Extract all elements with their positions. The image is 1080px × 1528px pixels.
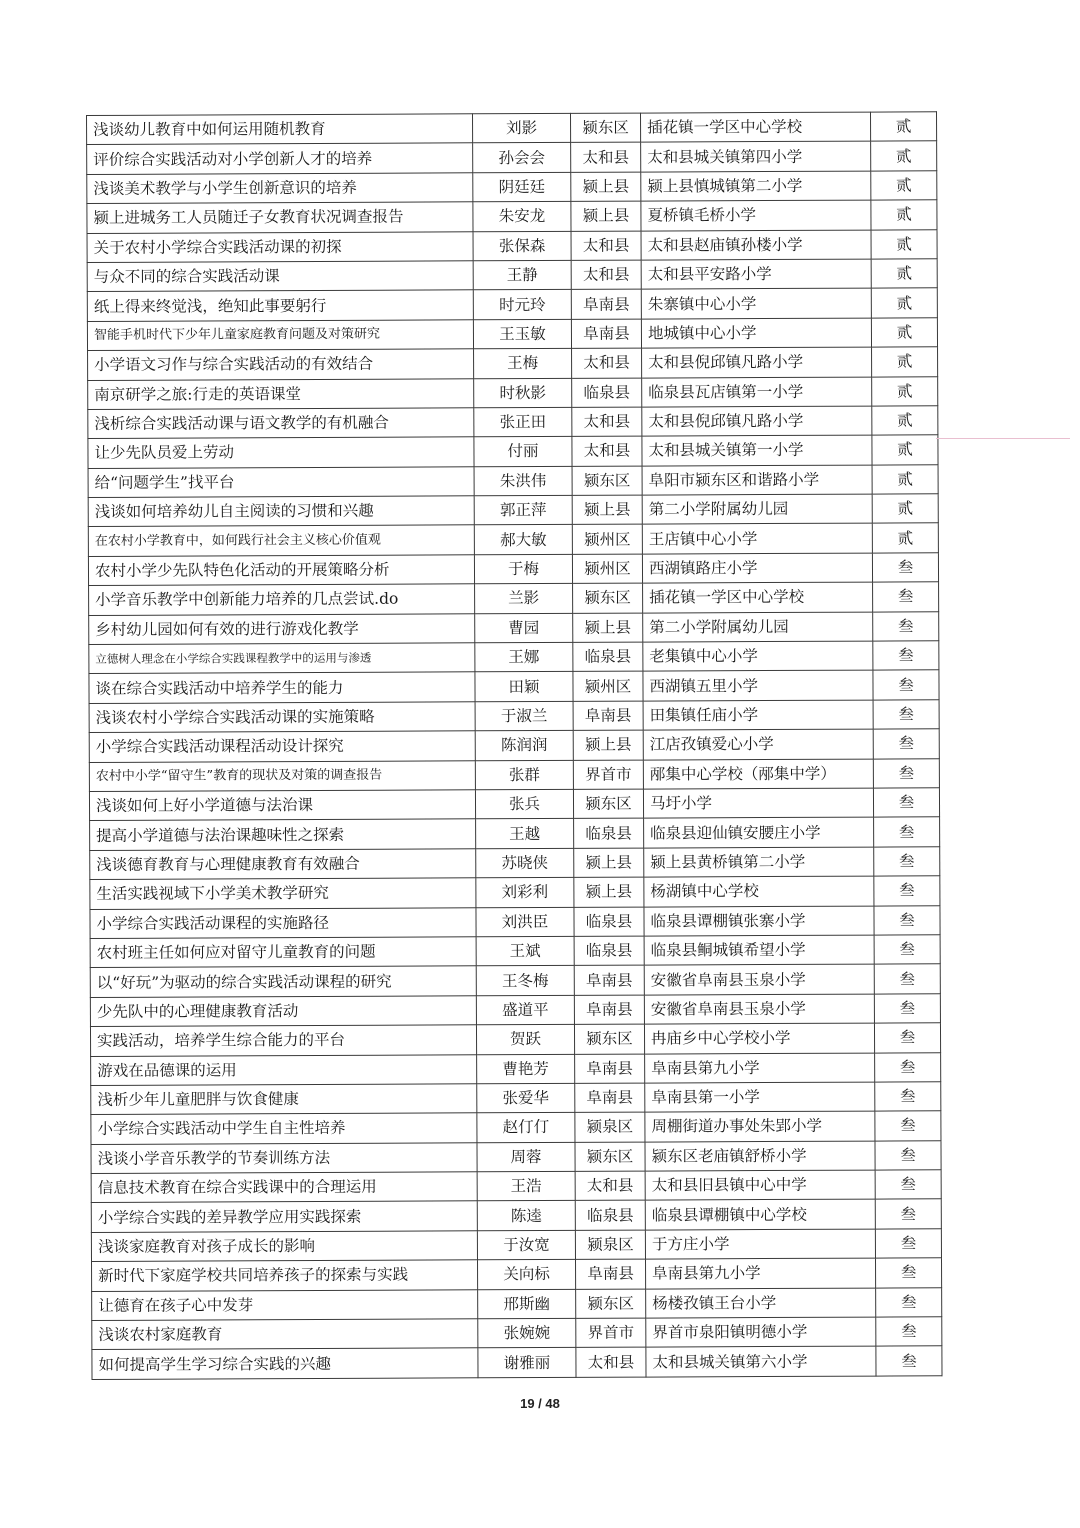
paper-title-cell: 让德育在孩子心中发芽: [92, 1289, 478, 1320]
award-grade-cell: 叁: [875, 1052, 941, 1082]
school-cell: 老集镇中心小学: [643, 641, 873, 671]
table-row: [87, 171, 937, 204]
author-cell: 关向标: [477, 1260, 575, 1290]
award-table: [86, 111, 943, 1379]
county-cell: 阜南县: [575, 1083, 645, 1113]
author-cell: 张爱华: [477, 1083, 575, 1113]
county-cell: 颍东区: [574, 1024, 644, 1054]
award-grade-cell: 叁: [876, 1346, 942, 1376]
award-grade-cell: 贰: [871, 200, 937, 230]
table-row: [91, 1082, 941, 1115]
county-cell: 颍上县: [572, 495, 642, 525]
county-cell: 颍东区: [573, 583, 643, 613]
school-cell: 夏桥镇毛桥小学: [641, 200, 871, 230]
paper-title-cell: 浅谈小学音乐教学的节奏训练方法: [91, 1142, 477, 1173]
county-cell: 临泉县: [575, 1201, 645, 1231]
paper-title-cell: 信息技术教育在综合实践课中的合理运用: [91, 1172, 477, 1203]
author-cell: 孙会会: [473, 143, 571, 173]
school-cell: 太和县倪邱镇凡路小学: [642, 347, 872, 377]
table-row: [90, 1023, 940, 1056]
author-cell: 王静: [473, 260, 571, 290]
school-cell: 临泉县谭棚镇张寨小学: [644, 906, 874, 936]
county-cell: 阜南县: [575, 1054, 645, 1084]
paper-title-cell: 农村班主任如何应对留守儿童教育的问题: [90, 937, 476, 968]
paper-title-cell: 颍上进城务工人员随迁子女教育状况调查报告: [87, 202, 473, 233]
page-number: 19 / 48: [520, 1396, 560, 1411]
paper-title-cell: 小学综合实践活动课程的实施路径: [90, 907, 476, 938]
school-cell: 西湖镇五里小学: [643, 670, 873, 700]
award-grade-cell: 叁: [874, 1023, 940, 1053]
county-cell: 太和县: [576, 1347, 646, 1377]
award-grade-cell: 叁: [876, 1287, 942, 1317]
author-cell: 阴廷廷: [473, 172, 571, 202]
award-grade-cell: 叁: [874, 964, 940, 994]
county-cell: 颍泉区: [575, 1112, 645, 1142]
table-row: [90, 847, 940, 880]
author-cell: 张保森: [473, 231, 571, 261]
author-cell: 兰影: [475, 584, 573, 614]
paper-title-cell: 提高小学道德与法治课趣味性之探索: [90, 819, 476, 850]
school-cell: 邴集中心学校（邴集中学）: [643, 759, 873, 789]
table-row: [87, 141, 937, 174]
county-cell: 临泉县: [574, 907, 644, 937]
award-grade-cell: 叁: [874, 847, 940, 877]
county-cell: 太和县: [571, 142, 641, 172]
award-grade-cell: 叁: [875, 1258, 941, 1288]
county-cell: 太和县: [575, 1171, 645, 1201]
award-grade-cell: 贰: [872, 494, 938, 524]
author-cell: 王越: [476, 819, 574, 849]
table-row: [91, 1170, 941, 1203]
paper-title-cell: 浅谈农村小学综合实践活动课的实施策略: [89, 702, 475, 733]
table-row: [89, 670, 939, 703]
margin-mark: [936, 438, 1070, 439]
author-cell: 朱安龙: [473, 202, 571, 232]
award-grade-cell: 叁: [875, 1229, 941, 1259]
county-cell: 阜南县: [574, 965, 644, 995]
paper-title-cell: 给“问题学生”找平台: [88, 466, 474, 497]
paper-title-cell: 评价综合实践活动对小学创新人才的培养: [87, 143, 473, 174]
paper-title-cell: 浅谈如何培养幼儿自主阅读的习惯和兴趣: [88, 496, 474, 527]
table-row: [90, 817, 940, 850]
county-cell: 颍东区: [572, 466, 642, 496]
county-cell: 太和县: [572, 436, 642, 466]
award-grade-cell: 贰: [872, 347, 938, 377]
award-grade-cell: 贰: [871, 259, 937, 289]
paper-title-cell: 游戏在品德课的运用: [91, 1054, 477, 1085]
paper-title-cell: 浅谈农村家庭教育: [92, 1319, 478, 1350]
award-grade-cell: 贰: [872, 406, 938, 436]
school-cell: 阜阳市颍东区和谐路小学: [642, 465, 872, 495]
table-row: [91, 1111, 941, 1144]
author-cell: 张婉婉: [478, 1318, 576, 1348]
table-row: [90, 876, 940, 909]
school-cell: 安徽省阜南县玉泉小学: [644, 964, 874, 994]
author-cell: 张正田: [474, 407, 572, 437]
author-cell: 朱洪伟: [474, 466, 572, 496]
school-cell: 太和县城关镇第一小学: [642, 435, 872, 465]
paper-title-cell: 浅谈家庭教育对孩子成长的影响: [91, 1231, 477, 1262]
paper-title-cell: 小学综合实践活动课程活动设计探究: [89, 731, 475, 762]
table-row: [87, 200, 937, 233]
county-cell: 颍东区: [570, 113, 640, 143]
paper-title-cell: 浅谈幼儿教育中如何运用随机教育: [87, 114, 473, 145]
author-cell: 贺跃: [476, 1024, 574, 1054]
author-cell: 于梅: [474, 554, 572, 584]
school-cell: 江店孜镇爱心小学: [643, 729, 873, 759]
school-cell: 太和县赵庙镇孙楼小学: [641, 230, 871, 260]
award-grade-cell: 贰: [871, 318, 937, 348]
school-cell: 界首市泉阳镇明德小学: [646, 1317, 876, 1347]
award-grade-cell: 叁: [874, 935, 940, 965]
table-row: [88, 464, 938, 497]
author-cell: 时元玲: [473, 290, 571, 320]
county-cell: 临泉县: [572, 378, 642, 408]
award-grade-cell: 叁: [874, 876, 940, 906]
paper-title-cell: 乡村幼儿园如何有效的进行游戏化教学: [89, 613, 475, 644]
table-row: [92, 1258, 942, 1291]
table-row: [89, 700, 939, 733]
author-cell: 苏晓侠: [476, 848, 574, 878]
author-cell: 赵仃仃: [477, 1113, 575, 1143]
school-cell: 颍东区老庙镇舒桥小学: [645, 1141, 875, 1171]
award-grade-cell: 叁: [876, 1317, 942, 1347]
county-cell: 太和县: [571, 231, 641, 261]
school-cell: 地城镇中心小学: [641, 318, 871, 348]
award-grade-cell: 叁: [875, 1140, 941, 1170]
county-cell: 阜南县: [574, 995, 644, 1025]
county-cell: 太和县: [572, 348, 642, 378]
school-cell: 杨湖镇中心学校: [644, 876, 874, 906]
county-cell: 颍东区: [576, 1289, 646, 1319]
school-cell: 临泉县谭棚镇中心学校: [645, 1200, 875, 1230]
award-grade-cell: 叁: [875, 1170, 941, 1200]
table-row: [91, 1140, 941, 1173]
author-cell: 盛道平: [476, 995, 574, 1025]
table-row: [88, 347, 938, 380]
author-cell: 王娜: [475, 642, 573, 672]
paper-title-cell: 如何提高学生学习综合实践的兴趣: [92, 1348, 478, 1379]
award-grade-cell: 叁: [874, 817, 940, 847]
county-cell: 颍东区: [573, 789, 643, 819]
author-cell: 时秋影: [474, 378, 572, 408]
school-cell: 阜南县第九小学: [645, 1258, 875, 1288]
table-row: [87, 259, 937, 292]
county-cell: 阜南县: [571, 319, 641, 349]
table-row: [88, 494, 938, 527]
author-cell: 陈润润: [475, 731, 573, 761]
award-grade-cell: 叁: [875, 1111, 941, 1141]
paper-title-cell: 浅析少年儿童肥胖与饮食健康: [91, 1084, 477, 1115]
school-cell: 太和县旧县镇中心中学: [645, 1170, 875, 1200]
school-cell: 太和县平安路小学: [641, 259, 871, 289]
author-cell: 王冬梅: [476, 966, 574, 996]
county-cell: 阜南县: [573, 701, 643, 731]
county-cell: 颍东区: [575, 1142, 645, 1172]
county-cell: 颍泉区: [575, 1230, 645, 1260]
paper-title-cell: 生活实践视域下小学美术教学研究: [90, 878, 476, 909]
school-cell: 临泉县瓦店镇第一小学: [642, 377, 872, 407]
author-cell: 曹艳芳: [477, 1054, 575, 1084]
award-grade-cell: 叁: [874, 993, 940, 1023]
county-cell: 临泉县: [574, 818, 644, 848]
paper-title-cell: 少先队中的心理健康教育活动: [90, 996, 476, 1027]
paper-title-cell: 浅析综合实践活动课与语文教学的有机融合: [88, 408, 474, 439]
paper-title-cell: 智能手机时代下少年儿童家庭教育问题及对策研究: [87, 320, 473, 351]
award-grade-cell: 贰: [872, 464, 938, 494]
county-cell: 颍州区: [572, 525, 642, 555]
author-cell: 郝大敏: [474, 525, 572, 555]
award-grade-cell: 贰: [872, 435, 938, 465]
award-grade-cell: 贰: [871, 141, 937, 171]
table-row: [89, 788, 939, 821]
table-row: [91, 1229, 941, 1262]
author-cell: 于汝宽: [477, 1230, 575, 1260]
author-cell: 刘洪臣: [476, 907, 574, 937]
table-row: [90, 993, 940, 1026]
award-grade-cell: 叁: [875, 1199, 941, 1229]
author-cell: 郭正萍: [474, 495, 572, 525]
table-row: [91, 1199, 941, 1232]
award-grade-cell: 贰: [870, 112, 936, 142]
table-row: [92, 1317, 942, 1350]
author-cell: 张兵: [475, 789, 573, 819]
paper-title-cell: 浅谈美术教学与小学生创新意识的培养: [87, 173, 473, 204]
county-cell: 颍州区: [572, 554, 642, 584]
award-grade-cell: 叁: [873, 582, 939, 612]
paper-title-cell: 谈在综合实践活动中培养学生的能力: [89, 672, 475, 703]
table-row: [89, 758, 939, 791]
table-row: [88, 435, 938, 468]
table-row: [92, 1287, 942, 1320]
author-cell: 于淑兰: [475, 701, 573, 731]
table-row: [90, 905, 940, 938]
award-grade-cell: 叁: [874, 905, 940, 935]
paper-title-cell: 关于农村小学综合实践活动课的初探: [87, 231, 473, 262]
author-cell: 刘彩利: [476, 878, 574, 908]
school-cell: 杨楼孜镇王台小学: [646, 1288, 876, 1318]
award-grade-cell: 贰: [871, 229, 937, 259]
paper-title-cell: 小学综合实践活动中学生自主性培养: [91, 1113, 477, 1144]
school-cell: 西湖镇路庄小学: [642, 553, 872, 583]
county-cell: 界首市: [576, 1318, 646, 1348]
table-row: [89, 582, 939, 615]
author-cell: 陈逵: [477, 1201, 575, 1231]
school-cell: 王店镇中心小学: [642, 524, 872, 554]
award-table-body: [87, 112, 943, 1379]
school-cell: 太和县倪邱镇凡路小学: [642, 406, 872, 436]
table-row: [87, 288, 937, 321]
paper-title-cell: 纸上得来终觉浅，绝知此事要躬行: [87, 290, 473, 321]
award-grade-cell: 叁: [875, 1082, 941, 1112]
paper-title-cell: 南京研学之旅:行走的英语课堂: [88, 378, 474, 409]
table-row: [89, 611, 939, 644]
school-cell: 颍上县慎城镇第二小学: [641, 171, 871, 201]
paper-title-cell: 小学音乐教学中创新能力培养的几点尝试.do: [89, 584, 475, 615]
table-row: [91, 1052, 941, 1085]
award-grade-cell: 叁: [873, 700, 939, 730]
county-cell: 颍上县: [574, 877, 644, 907]
school-cell: 冉庙乡中心学校小学: [644, 1023, 874, 1053]
paper-title-cell: 浅谈如何上好小学道德与法治课: [89, 790, 475, 821]
paper-title-cell: 浅谈德育教育与心理健康教育有效融合: [90, 849, 476, 880]
table-row: [87, 318, 937, 351]
county-cell: 颍上县: [573, 613, 643, 643]
table-row: [88, 523, 938, 556]
school-cell: 田集镇任庙小学: [643, 700, 873, 730]
county-cell: 阜南县: [571, 289, 641, 319]
county-cell: 界首市: [573, 760, 643, 790]
author-cell: 付丽: [474, 437, 572, 467]
table-row: [88, 553, 938, 586]
award-grade-cell: 叁: [873, 641, 939, 671]
author-cell: 田颖: [475, 672, 573, 702]
school-cell: 于方庄小学: [645, 1229, 875, 1259]
table-row: [88, 376, 938, 409]
school-cell: 第二小学附属幼儿园: [643, 612, 873, 642]
award-grade-cell: 叁: [873, 611, 939, 641]
author-cell: 王浩: [477, 1171, 575, 1201]
county-cell: 临泉县: [574, 936, 644, 966]
author-cell: 刘影: [472, 113, 570, 143]
school-cell: 马圩小学: [643, 788, 873, 818]
school-cell: 临泉县迎仙镇安腰庄小学: [644, 817, 874, 847]
award-grade-cell: 贰: [871, 171, 937, 201]
table-row: [90, 935, 940, 968]
paper-title-cell: 在农村小学教育中，如何践行社会主义核心价值观: [88, 525, 474, 556]
table-row: [87, 112, 937, 145]
county-cell: 颍上县: [573, 730, 643, 760]
county-cell: 太和县: [572, 407, 642, 437]
county-cell: 颍上县: [571, 172, 641, 202]
paper-title-cell: 以“好玩”为驱动的综合实践活动课程的研究: [90, 966, 476, 997]
school-cell: 阜南县第一小学: [645, 1082, 875, 1112]
table-row: [89, 641, 939, 674]
award-grade-cell: 贰: [871, 288, 937, 318]
paper-title-cell: 小学综合实践的差异教学应用实践探索: [91, 1201, 477, 1232]
award-grade-cell: 贰: [872, 376, 938, 406]
school-cell: 太和县城关镇第四小学: [641, 141, 871, 171]
school-cell: 太和县城关镇第六小学: [646, 1346, 876, 1376]
author-cell: 王斌: [476, 936, 574, 966]
paper-title-cell: 实践活动，培养学生综合能力的平台: [90, 1025, 476, 1056]
county-cell: 颍上县: [571, 201, 641, 231]
county-cell: 阜南县: [575, 1259, 645, 1289]
school-cell: 阜南县第九小学: [645, 1053, 875, 1083]
county-cell: 临泉县: [573, 642, 643, 672]
paper-title-cell: 小学语文习作与综合实践活动的有效结合: [88, 349, 474, 380]
author-cell: 张群: [475, 760, 573, 790]
school-cell: 周棚街道办事处朱郢小学: [645, 1111, 875, 1141]
award-grade-cell: 叁: [873, 729, 939, 759]
table-row: [92, 1346, 942, 1379]
paper-title-cell: 立德树人理念在小学综合实践课程教学中的运用与渗透: [89, 643, 475, 674]
author-cell: 周蓉: [477, 1142, 575, 1172]
paper-title-cell: 农村小学少先队特色化活动的开展策略分析: [88, 555, 474, 586]
county-cell: 颍上县: [574, 848, 644, 878]
school-cell: 临泉县鲖城镇希望小学: [644, 935, 874, 965]
award-grade-cell: 叁: [873, 788, 939, 818]
school-cell: 插花镇一学区中心学校: [640, 112, 870, 142]
school-cell: 安徽省阜南县玉泉小学: [644, 994, 874, 1024]
table-row: [88, 406, 938, 439]
paper-title-cell: 与众不同的综合实践活动课: [87, 261, 473, 292]
award-grade-cell: 叁: [872, 553, 938, 583]
school-cell: 颍上县黄桥镇第二小学: [644, 847, 874, 877]
county-cell: 颍州区: [573, 671, 643, 701]
table-row: [87, 229, 937, 262]
author-cell: 曹园: [475, 613, 573, 643]
award-grade-cell: 贰: [872, 523, 938, 553]
table-row: [89, 729, 939, 762]
paper-title-cell: 让少先队员爱上劳动: [88, 437, 474, 468]
county-cell: 太和县: [571, 260, 641, 290]
school-cell: 第二小学附属幼儿园: [642, 494, 872, 524]
author-cell: 邢斯幽: [478, 1289, 576, 1319]
author-cell: 王玉敏: [473, 319, 571, 349]
author-cell: 王梅: [474, 349, 572, 379]
award-grade-cell: 叁: [873, 758, 939, 788]
author-cell: 谢雅丽: [478, 1348, 576, 1378]
school-cell: 朱寨镇中心小学: [641, 288, 871, 318]
school-cell: 插花镇一学区中心学校: [643, 582, 873, 612]
table-row: [90, 964, 940, 997]
paper-title-cell: 农村中小学“留守生”教育的现状及对策的调查报告: [89, 760, 475, 791]
award-grade-cell: 叁: [873, 670, 939, 700]
paper-title-cell: 新时代下家庭学校共同培养孩子的探索与实践: [92, 1260, 478, 1291]
